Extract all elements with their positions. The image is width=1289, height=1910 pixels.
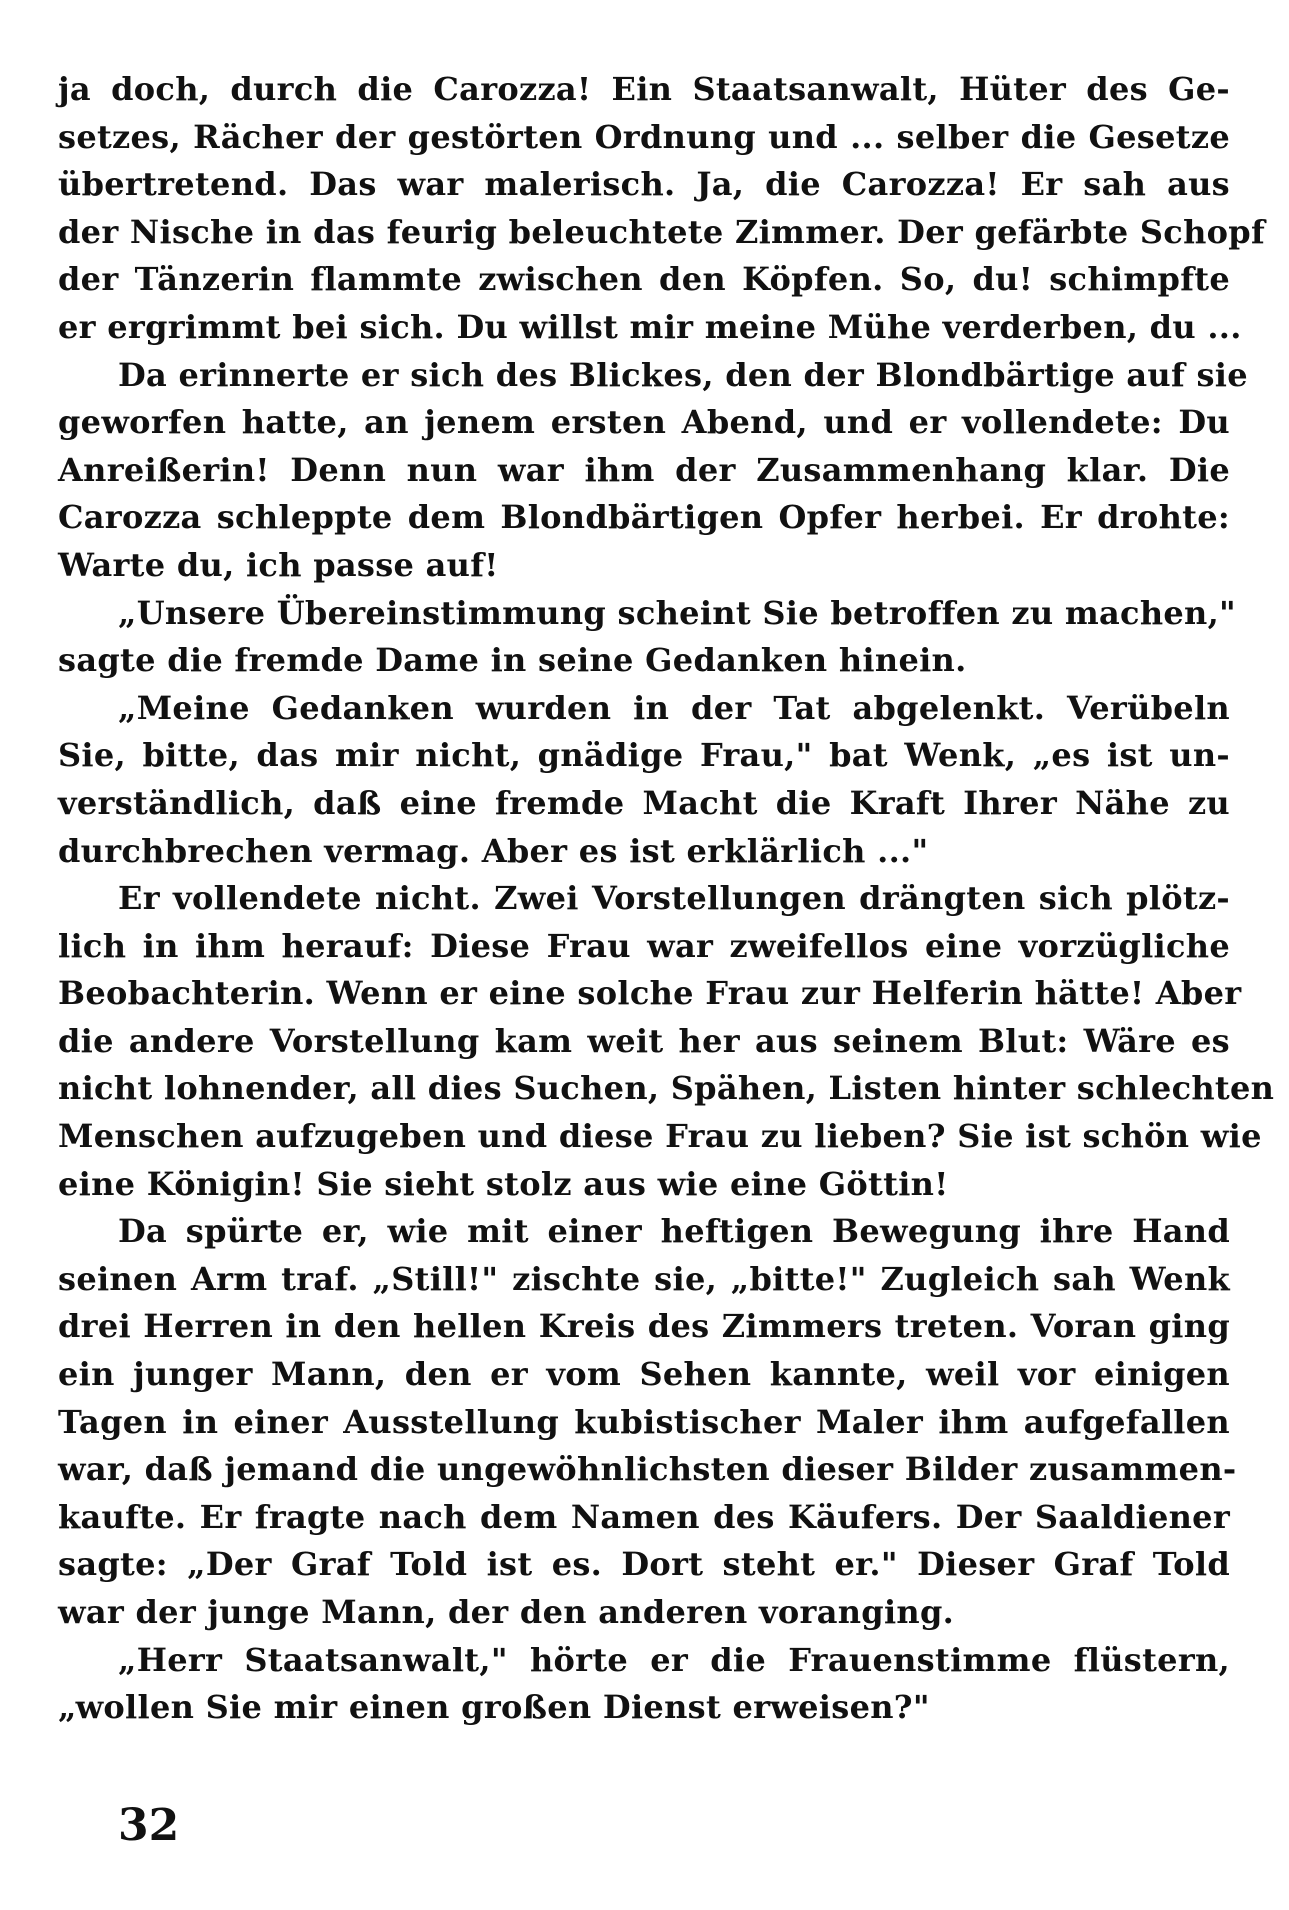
text-line: drei Herren in den hellen Kreis des Zimmers treten. Voran ging [58,1307,1230,1346]
text-line: geworfen hatte, an jenem ersten Abend, und er vollendete: Du [58,403,1230,442]
text-line: der Nische in das feurig beleuchtete Zimmer. Der gefärbte Schopf [58,212,1266,251]
body-text [58,66,1275,1732]
text-line: sagte die fremde Dame in seine Gedanken hinein. [58,641,967,680]
text-line: Menschen aufzugeben und diese Frau zu lieben? Sie ist schön wie [58,1117,1262,1156]
text-line: sagte: „Der Graf Told ist es. Dort steht er." Dieser Graf Told [58,1545,1230,1584]
text-line: durchbrechen vermag. Aber es ist erklärlich ..." [58,831,929,870]
text-line: setzes, Rächer der gestörten Ordnung und ... selber die Gesetze [58,117,1230,156]
text-line: ja doch, durch die Carozza! Ein Staatsanwalt, Hüter des Ge- [58,70,1230,108]
text-line: kaufte. Er fragte nach dem Namen des Käufers. Der Saaldiener [58,1497,1230,1536]
text-line: war, daß jemand die ungewöhnlichsten dieser Bilder zusammen- [58,1450,1237,1489]
text-line: „Meine Gedanken wurden in der Tat abgelenkt. Verübeln [118,688,1230,727]
text-line: Warte du, ich passe auf! [58,545,499,584]
text-line: Da erinnerte er sich des Blickes, den der Blondbärtige auf sie [118,355,1248,394]
text-line: die andere Vorstellung kam weit her aus seinem Blut: Wäre es [58,1021,1230,1060]
text-line: „Unsere Übereinstimmung scheint Sie betroffen zu machen," [118,593,1237,632]
text-line: lich in ihm herauf: Diese Frau war zweifellos eine vorzügliche [58,926,1230,965]
text-line: Da spürte er, wie mit einer heftigen Bewegung ihre Hand [118,1212,1230,1251]
text-line: „wollen Sie mir einen großen Dienst erweisen?" [58,1688,930,1727]
text-line: eine Königin! Sie sieht stolz aus wie eine Göttin! [58,1164,949,1203]
text-line: seinen Arm traf. „Still!" zischte sie, „bitte!" Zugleich sah Wenk [58,1259,1230,1298]
text-line: war der junge Mann, der den anderen voranging. [58,1593,955,1631]
page-number: 32 [118,1800,180,1851]
text-line: der Tänzerin flammte zwischen den Köpfen. So, du! schimpfte [58,260,1230,299]
text-line: ein junger Mann, den er vom Sehen kannte, weil vor einigen [58,1355,1230,1394]
text-line: er ergrimmt bei sich. Du willst mir meine Mühe verderben, du ... [58,307,1242,346]
text-line: „Herr Staatsanwalt," hörte er die Frauenstimme flüstern, [118,1640,1230,1679]
text-line: nicht lohnender, all dies Suchen, Spähen, Listen hinter schlechten [58,1069,1275,1108]
text-line: Anreißerin! Denn nun war ihm der Zusammenhang klar. Die [58,450,1230,489]
text-line: Sie, bitte, das mir nicht, gnädige Frau," bat Wenk, „es ist un- [58,736,1230,775]
text-line: Carozza schleppte dem Blondbärtigen Opfer herbei. Er drohte: [58,498,1230,537]
text-line: Tagen in einer Ausstellung kubistischer Maler ihm aufgefallen [58,1402,1230,1441]
text-line: verständlich, daß eine fremde Macht die Kraft Ihrer Nähe zu [58,783,1230,822]
text-line: Er vollendete nicht. Zwei Vorstellungen drängten sich plötz- [118,879,1230,918]
text-line: übertretend. Das war malerisch. Ja, die Carozza! Er sah aus [58,165,1230,204]
text-line: Beobachterin. Wenn er eine solche Frau zur Helferin hätte! Aber [58,974,1242,1013]
